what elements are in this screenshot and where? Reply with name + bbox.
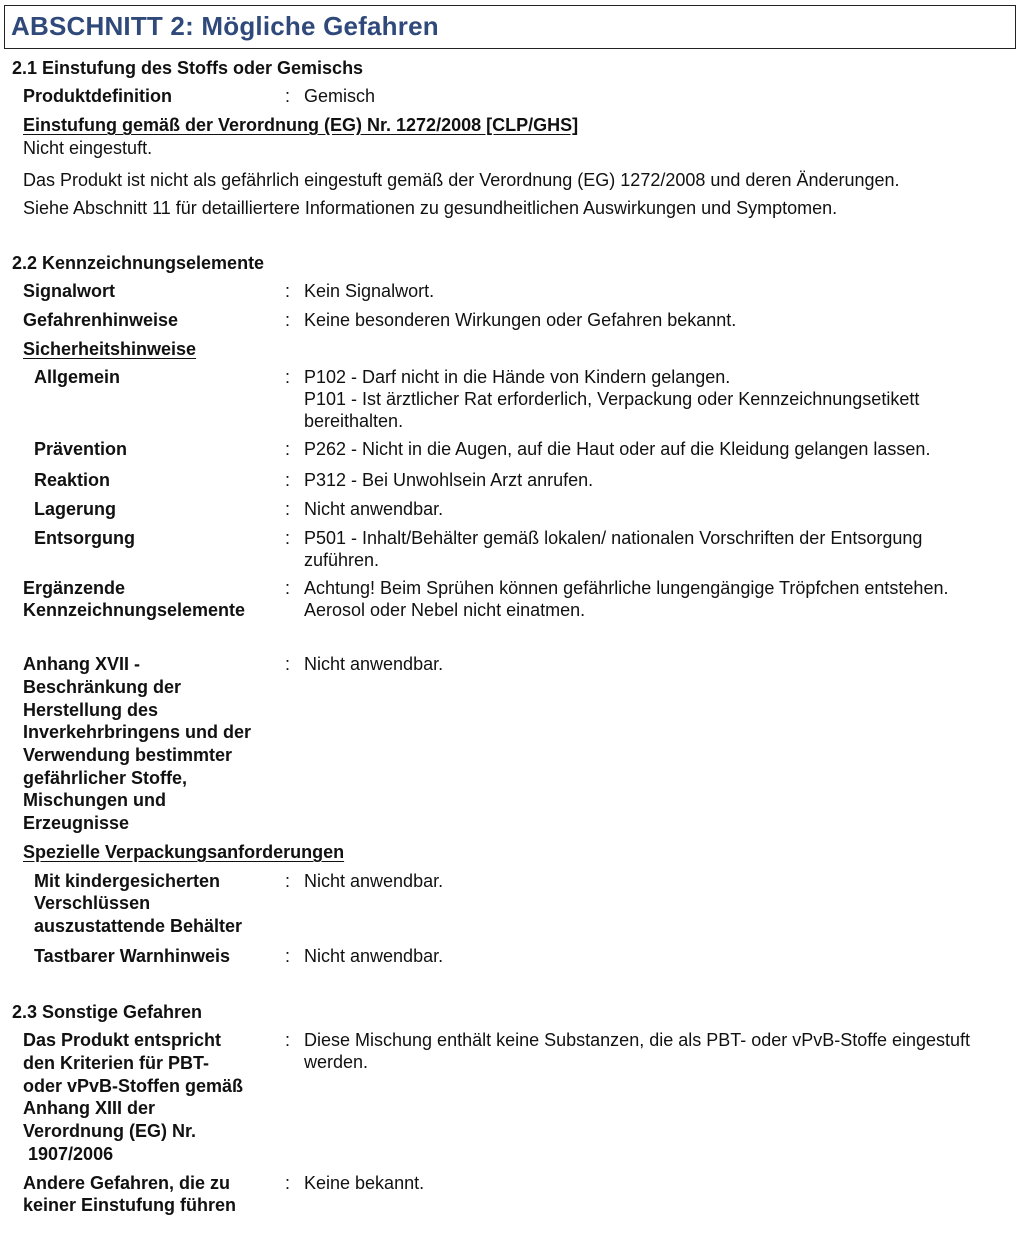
separator: : <box>285 1030 291 1050</box>
label-pbt-4: Anhang XIII der <box>23 1098 156 1118</box>
label-andere-1: Andere Gefahren, die zu <box>23 1173 231 1193</box>
label-anhang-6: gefährlicher Stoffe, <box>23 768 188 788</box>
label-produktdefinition: Produktdefinition <box>23 86 172 106</box>
separator: : <box>285 578 291 598</box>
value-reaktion: P312 - Bei Unwohlsein Arzt anrufen. <box>304 470 594 490</box>
heading-classification: Einstufung gemäß der Verordnung (EG) Nr. 1272/2008 [CLP/GHS] <box>23 115 579 135</box>
label-anhang-5: Verwendung bestimmter <box>23 745 233 765</box>
heading-verpackung: Spezielle Verpackungsanforderungen <box>23 842 345 862</box>
heading-2-2: 2.2 Kennzeichnungselemente <box>12 253 265 273</box>
separator: : <box>285 281 291 301</box>
label-pbt-6: 1907/2006 <box>28 1144 114 1164</box>
section-header <box>4 5 1016 49</box>
separator: : <box>285 367 291 387</box>
label-anhang-2: Beschränkung der <box>23 677 182 697</box>
label-kinder-2: Verschlüssen <box>34 893 151 913</box>
value-pbt-1: Diese Mischung enthält keine Substanzen, die als PBT- oder vPvB-Stoffe eingestuft <box>304 1030 971 1050</box>
label-andere-2: keiner Einstufung führen <box>23 1195 237 1215</box>
label-entsorgung: Entsorgung <box>34 528 135 548</box>
heading-sicherheitshinweise: Sicherheitshinweise <box>23 339 197 359</box>
separator: : <box>285 946 291 966</box>
value-tastbar: Nicht anwendbar. <box>304 946 444 966</box>
value-allgemein-2: P101 - Ist ärztlicher Rat erforderlich, Verpackung oder Kennzeichnungsetikett <box>304 389 920 409</box>
value-entsorgung-1: P501 - Inhalt/Behälter gemäß lokalen/ nationalen Vorschriften der Entsorgung <box>304 528 923 548</box>
separator: : <box>285 310 291 330</box>
label-anhang-7: Mischungen und <box>23 790 166 810</box>
label-anhang-3: Herstellung des <box>23 700 159 720</box>
value-allgemein-1: P102 - Darf nicht in die Hände von Kindern gelangen. <box>304 367 731 387</box>
value-signalwort: Kein Signalwort. <box>304 281 435 301</box>
paragraph-line-1: Das Produkt ist nicht als gefährlich eingestuft gemäß der Verordnung (EG) 1272/2008 und deren Änderungen. <box>23 170 900 190</box>
value-entsorgung-2: zuführen. <box>304 550 380 570</box>
label-pbt-3: oder vPvB-Stoffen gemäß <box>23 1076 244 1096</box>
value-allgemein-3: bereithalten. <box>304 411 404 431</box>
label-lagerung: Lagerung <box>34 499 117 519</box>
heading-2-3: 2.3 Sonstige Gefahren <box>12 1002 203 1022</box>
value-pbt-2: werden. <box>304 1052 369 1072</box>
label-praevention: Prävention <box>34 439 128 459</box>
label-kinder-3: auszustattende Behälter <box>34 916 243 936</box>
label-reaktion: Reaktion <box>34 470 111 490</box>
paragraph-line-2: Siehe Abschnitt 11 für detailliertere Informationen zu gesundheitlichen Auswirkungen und Symptomen. <box>23 198 838 218</box>
label-tastbar: Tastbarer Warnhinweis <box>34 946 231 966</box>
value-anhang: Nicht anwendbar. <box>304 654 444 674</box>
value-ergaenzende-1: Achtung! Beim Sprühen können gefährliche lungengängige Tröpfchen entstehen. <box>304 578 949 598</box>
separator: : <box>285 439 291 459</box>
label-anhang-8: Erzeugnisse <box>23 813 130 833</box>
value-andere: Keine bekannt. <box>304 1173 425 1193</box>
label-signalwort: Signalwort <box>23 281 116 301</box>
separator: : <box>285 1173 291 1193</box>
label-anhang-1: Anhang XVII - <box>23 654 140 674</box>
separator: : <box>285 871 291 891</box>
separator: : <box>285 86 291 106</box>
heading-2-1: 2.1 Einstufung des Stoffs oder Gemischs <box>12 58 364 78</box>
label-pbt-2: den Kriterien für PBT- <box>23 1053 210 1073</box>
separator: : <box>285 528 291 548</box>
value-praevention: P262 - Nicht in die Augen, auf die Haut oder auf die Kleidung gelangen lassen. <box>304 439 931 459</box>
value-produktdefinition: Gemisch <box>304 86 376 106</box>
label-gefahrenhinweise: Gefahrenhinweise <box>23 310 179 330</box>
separator: : <box>285 499 291 519</box>
label-ergaenzende-1: Ergänzende <box>23 578 126 598</box>
label-allgemein: Allgemein <box>34 367 121 387</box>
label-anhang-4: Inverkehrbringens und der <box>23 722 252 742</box>
label-ergaenzende-2: Kennzeichnungselemente <box>23 600 246 620</box>
value-lagerung: Nicht anwendbar. <box>304 499 444 519</box>
section-title: ABSCHNITT 2: Mögliche Gefahren <box>11 11 439 41</box>
value-ergaenzende-2: Aerosol oder Nebel nicht einatmen. <box>304 600 586 620</box>
value-gefahrenhinweise: Keine besonderen Wirkungen oder Gefahren bekannt. <box>304 310 737 330</box>
label-pbt-5: Verordnung (EG) Nr. <box>23 1121 197 1141</box>
separator: : <box>285 470 291 490</box>
separator: : <box>285 654 291 674</box>
label-kinder-1: Mit kindergesicherten <box>34 871 221 891</box>
value-kinder: Nicht anwendbar. <box>304 871 444 891</box>
value-classification: Nicht eingestuft. <box>23 138 153 158</box>
label-pbt-1: Das Produkt entspricht <box>23 1030 222 1050</box>
